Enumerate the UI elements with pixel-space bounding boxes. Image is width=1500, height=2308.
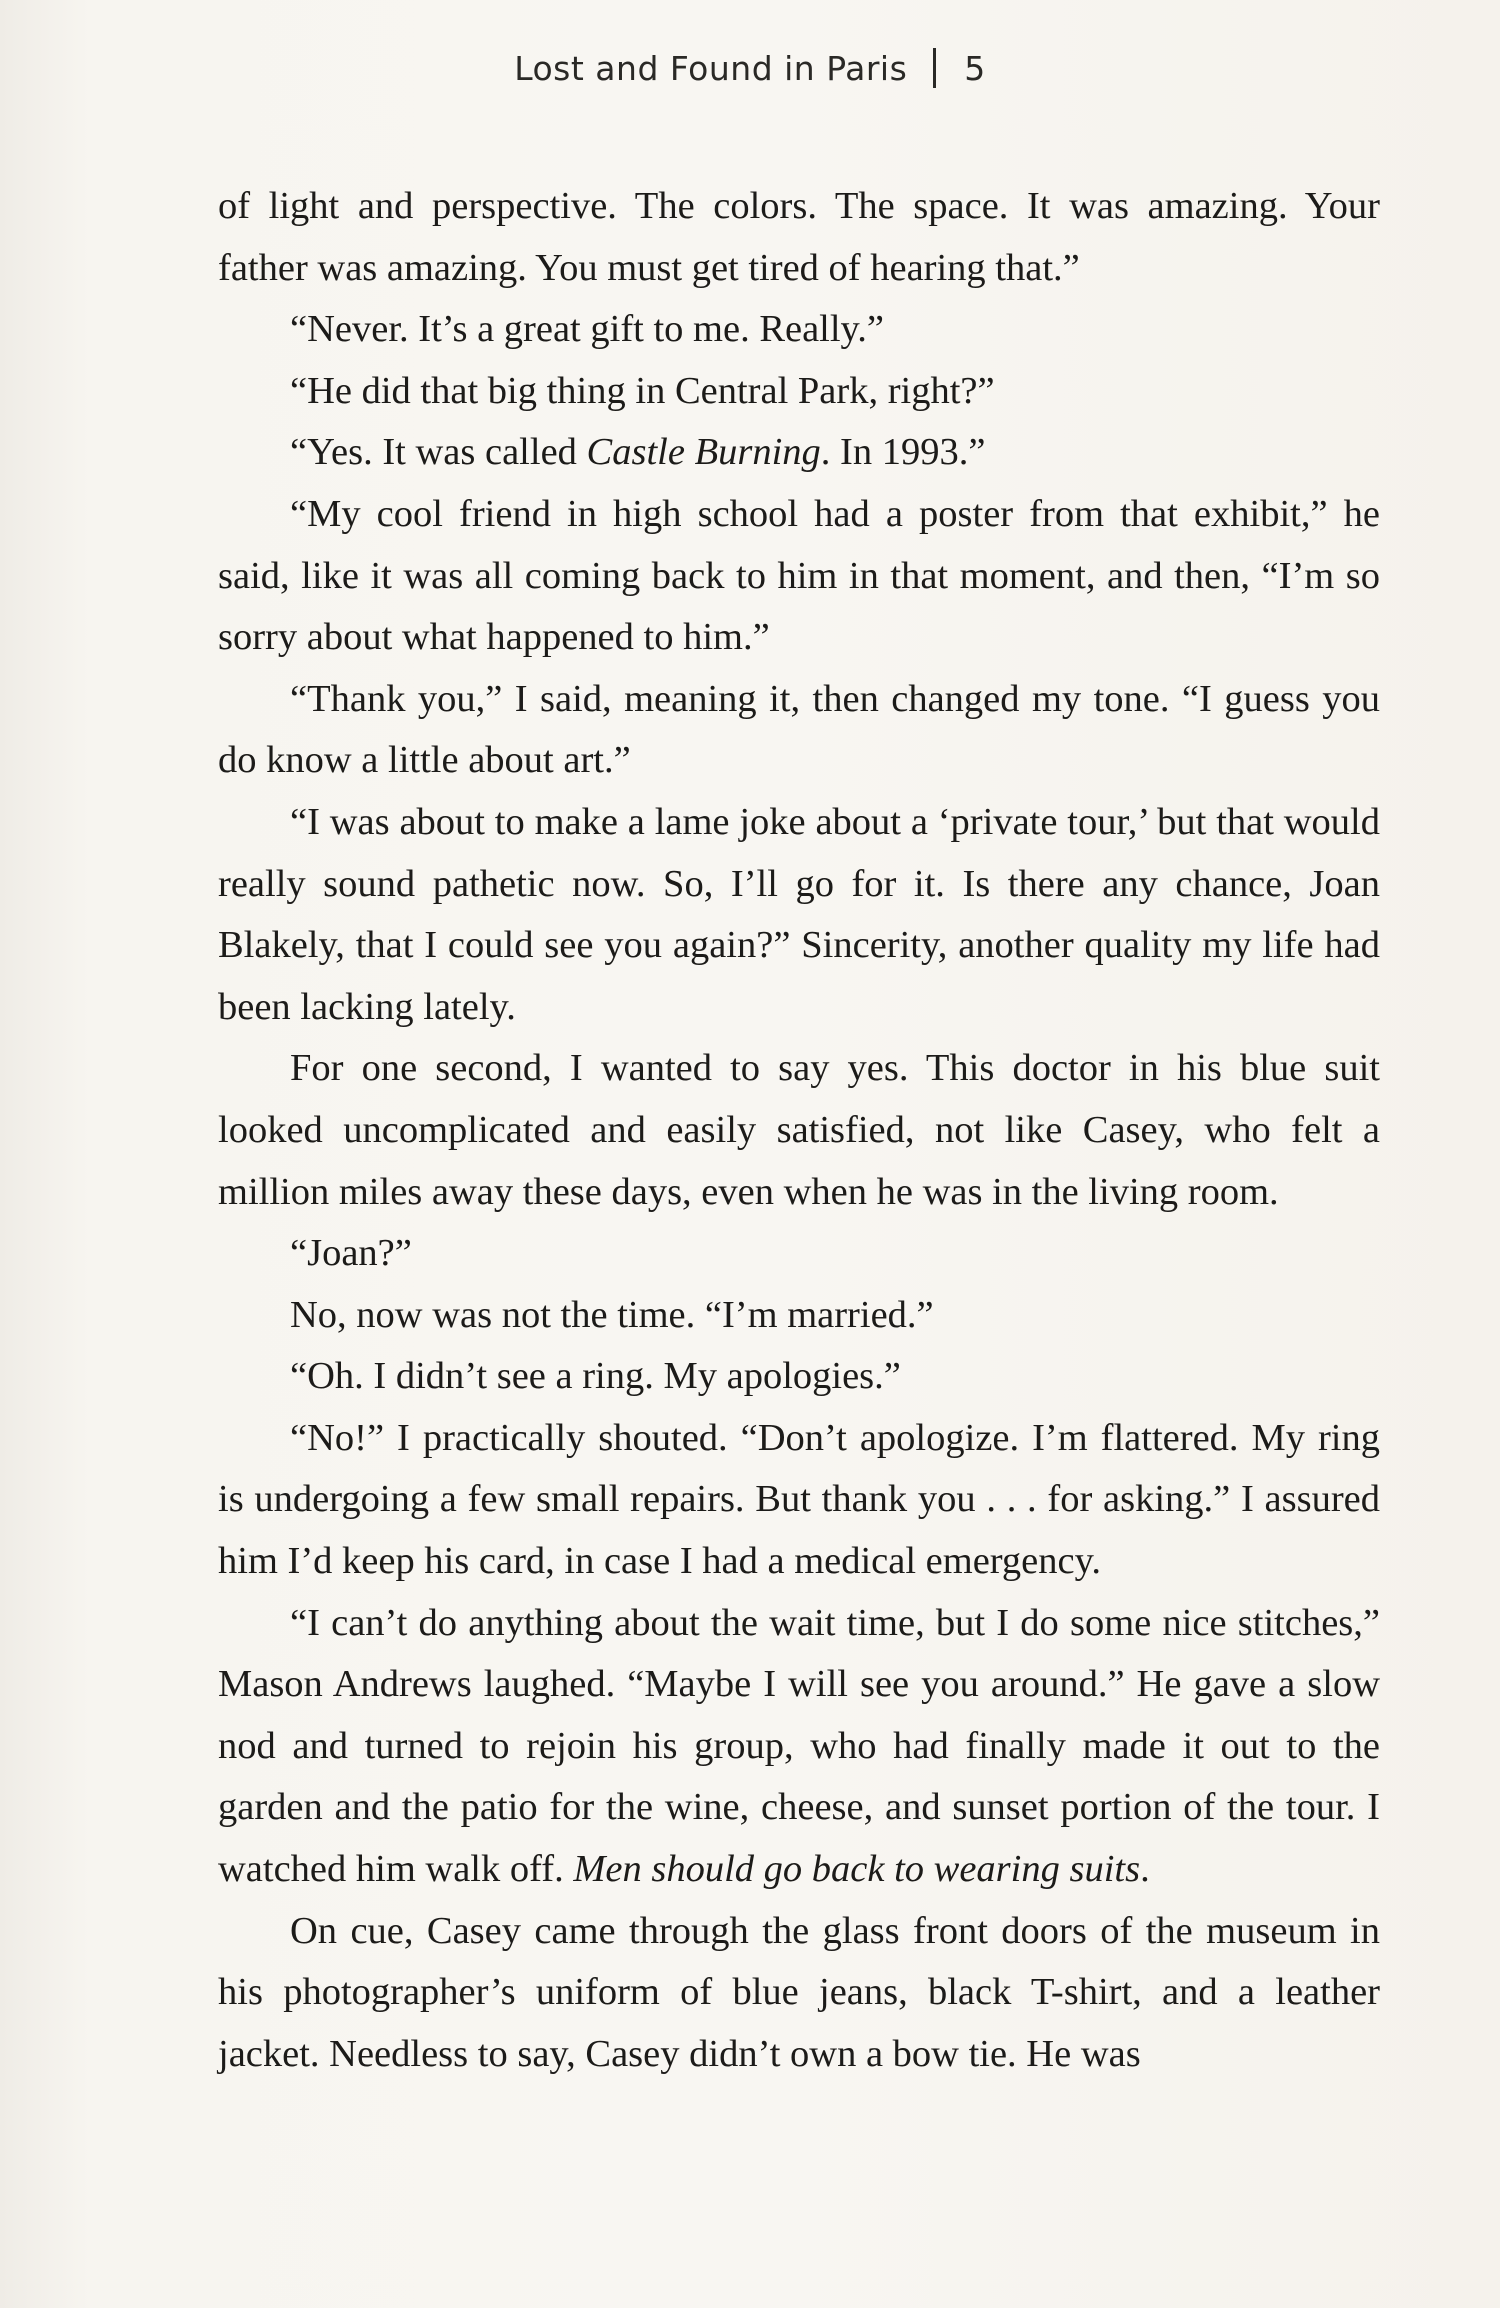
paragraph: “My cool friend in high school had a poster from that exhibit,” he said, like it was all coming back to him in that moment, and then, “I’m so sorry about what happened to him.” [218, 492, 1380, 659]
italic-thought: Men should go back to wearing suits [573, 1848, 1141, 1891]
paragraph: “Never. It’s a great gift to me. Really.” [290, 308, 885, 351]
paragraph: of light and perspective. The colors. The space. It was amazing. Your father was amazing. You must get tired of hearing that.” [218, 185, 1380, 289]
paragraph: “Oh. I didn’t see a ring. My apologies.” [290, 1355, 901, 1398]
paragraph: “Thank you,” I said, meaning it, then changed my tone. “I guess you do know a little about art.” [218, 677, 1380, 782]
paragraph: “I was about to make a lame joke about a ‘private tour,’ but that would really sound pathetic now. So, I’ll go for it. Is there any chance, Joan Blakely, that I could see you again?” Sincerity, another quality my life had been lacking lately. [218, 800, 1380, 1028]
paragraph: No, now was not the time. “I’m married.” [290, 1293, 934, 1336]
paragraph: For one second, I wanted to say yes. This doctor in his blue suit looked uncomplicated and easily satisfied, not like Casey, who felt a million miles away these days, even when he was in the living room. [218, 1047, 1380, 1213]
paragraph: On cue, Casey came through the glass front doors of the museum in his photographer’s uniform of blue jeans, black T-shirt, and a leather jacket. Needless to say, Casey didn’t own a bow tie. He was [218, 1909, 1380, 2075]
running-header [0, 48, 1500, 88]
body-text [218, 176, 1380, 2085]
paragraph: “No!” I practically shouted. “Don’t apologize. I’m flattered. My ring is undergoing a few small repairs. But thank you . . . for asking.” I assured him I’d keep his card, in case I had a medical emergency. [218, 1416, 1380, 1583]
paragraph: “He did that big thing in Central Park, right?” [290, 369, 995, 412]
header-separator [933, 48, 936, 88]
paragraph: “I can’t do anything about the wait time, but I do some nice stitches,” Mason Andrews laughed. “Maybe I will see you around.” He gave a slow nod and turned to rejoin his group, who had finally made it out to the garden and the patio for the wine, cheese, and sunset portion of the tour. I watched him walk off. Men should go back to wearing suits. [218, 1601, 1380, 1891]
page-number: 5 [964, 49, 986, 88]
italic-title: Castle Burning [586, 431, 821, 474]
paragraph: “Yes. It was called Castle Burning. In 1993.” [290, 431, 986, 474]
book-title: Lost and Found in Paris [514, 49, 908, 88]
paragraph: “Joan?” [290, 1232, 412, 1275]
